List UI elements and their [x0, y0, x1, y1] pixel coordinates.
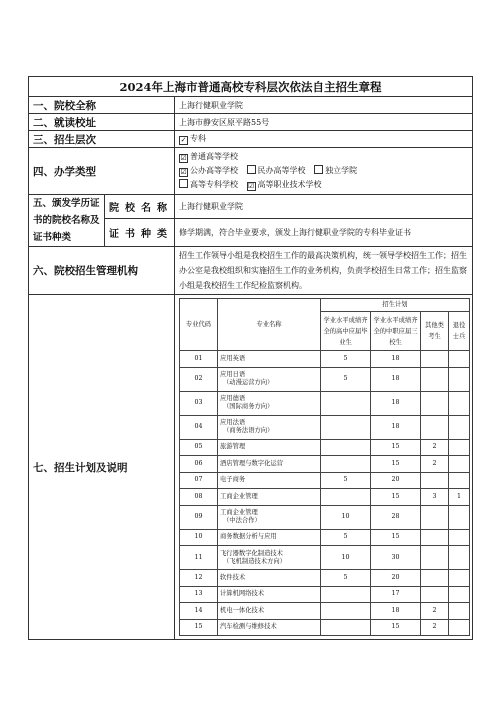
row-col4	[449, 619, 470, 636]
table-row	[180, 367, 470, 391]
checkbox-icon: ☑	[247, 182, 255, 190]
row-major	[218, 415, 321, 439]
row-col1	[321, 586, 371, 603]
row-col3	[421, 415, 449, 439]
row-code: 04	[180, 415, 218, 439]
row-col1: 5	[321, 472, 371, 489]
row-major-sub: （商务法语方向）	[223, 427, 274, 434]
row-col1: 10	[321, 505, 371, 529]
type-option: ☑ 普通高等学校	[180, 152, 238, 162]
checkbox-icon: ✓	[180, 136, 187, 144]
row-col1	[321, 415, 371, 439]
level-label: 三、招生层次	[29, 131, 175, 148]
row-col4	[449, 529, 470, 546]
row-major-sub: （中法合作）	[223, 517, 261, 524]
row-col2: 18	[371, 391, 421, 415]
row-major-sub: （国际商务方向）	[223, 403, 274, 410]
management-value: 招生工作领导小组是我校招生工作的最高决策机构，统一领导学校招生工作；招生办公室是我校组织和实施招生工作的业务机构，负责学校招生日常工作；招生监察小组是我校招生工作纪检监察机构。	[175, 247, 473, 295]
row-col1	[321, 391, 371, 415]
row-col2: 15	[371, 456, 421, 473]
row-major-name: 工商企业管理	[220, 509, 258, 516]
row-code: 02	[180, 367, 218, 391]
row-major-sub: （动漫运营方向）	[223, 379, 274, 386]
checkbox-icon	[247, 165, 256, 174]
checkbox-icon: ☑	[180, 168, 187, 176]
row-col4	[449, 603, 470, 620]
row-major	[218, 619, 321, 636]
plan-label: 七、招生计划及说明	[29, 295, 175, 640]
row-code: 07	[180, 472, 218, 489]
type-label: 四、办学类型	[29, 148, 175, 195]
table-row	[180, 472, 470, 489]
row-col2: 17	[371, 586, 421, 603]
plan-cell	[175, 295, 473, 640]
row-col4	[449, 505, 470, 529]
row-col3	[421, 570, 449, 587]
row-code: 09	[180, 505, 218, 529]
row-major-name: 飞行器数字化制造技术	[220, 549, 283, 557]
row-major	[218, 489, 321, 506]
table-row	[180, 439, 470, 456]
table-row	[180, 489, 470, 506]
row-col2: 30	[371, 546, 421, 570]
table-row	[180, 619, 470, 636]
table-row	[180, 586, 470, 603]
plan-body	[180, 351, 470, 636]
row-major-name: 商务数据分析与应用	[220, 533, 277, 541]
row-col3	[421, 367, 449, 391]
row-col3: 2	[421, 603, 449, 620]
row-col4	[449, 586, 470, 603]
row-code: 13	[180, 586, 218, 603]
row-col3: 2	[421, 456, 449, 473]
row-col4	[449, 415, 470, 439]
row-col1	[321, 619, 371, 636]
cert-type-value: 修学期满，符合毕业要求，颁发上海行健职业学院的专科毕业证书	[175, 219, 473, 247]
row-major-name: 应用德语	[220, 395, 246, 402]
row-code: 10	[180, 529, 218, 546]
header-code: 专业代码	[180, 299, 218, 351]
row-major-name: 应用法语	[220, 419, 246, 426]
address-label: 二、就读校址	[29, 114, 175, 131]
row-col1: 10	[321, 546, 371, 570]
row-major-name: 应用英语	[220, 354, 246, 362]
type-option: ☑ 公办高等学校	[180, 166, 238, 176]
row-col3	[421, 529, 449, 546]
row-col2: 15	[371, 489, 421, 506]
row-code: 14	[180, 603, 218, 620]
type-option: ☑ 高等职业技术学校	[247, 180, 322, 190]
document-title: 2024年上海市普通高校专科层次依法自主招生章程	[29, 77, 473, 97]
row-code: 11	[180, 546, 218, 570]
row-col2: 20	[371, 472, 421, 489]
checkbox-icon: ☑	[180, 154, 187, 162]
row-major	[218, 529, 321, 546]
row-major	[218, 439, 321, 456]
row-col2: 18	[371, 603, 421, 620]
row-col2: 18	[371, 367, 421, 391]
table-row	[180, 415, 470, 439]
row-col3	[421, 351, 449, 368]
row-code: 01	[180, 351, 218, 368]
header-col4: 退役士兵	[449, 312, 470, 351]
row-col4	[449, 456, 470, 473]
row-col4	[449, 570, 470, 587]
row-col1: 5	[321, 570, 371, 587]
row-major	[218, 472, 321, 489]
school-name-label: 一、院校全称	[29, 97, 175, 114]
row-col2: 28	[371, 505, 421, 529]
row-col4	[449, 439, 470, 456]
row-col4	[449, 546, 470, 570]
row-col3	[421, 391, 449, 415]
table-row	[180, 546, 470, 570]
type-option: 高等专科学校	[179, 180, 238, 189]
row-col3: 2	[421, 439, 449, 456]
table-row	[180, 456, 470, 473]
row-col1: 5	[321, 367, 371, 391]
charter-document	[28, 76, 472, 640]
row-code: 08	[180, 489, 218, 506]
row-major	[218, 351, 321, 368]
row-col2: 18	[371, 351, 421, 368]
row-col1: 5	[321, 351, 371, 368]
row-major-name: 软件技术	[220, 573, 246, 581]
row-major	[218, 586, 321, 603]
row-major	[218, 505, 321, 529]
cert-label: 五、颁发学历证书的院校名称及证书种类	[29, 195, 105, 247]
table-row	[180, 351, 470, 368]
row-major	[218, 456, 321, 473]
row-major	[218, 570, 321, 587]
row-col4	[449, 391, 470, 415]
row-col3: 2	[421, 619, 449, 636]
row-major-name: 工商企业管理	[220, 492, 258, 500]
row-code: 06	[180, 456, 218, 473]
row-col3	[421, 586, 449, 603]
row-col2: 15	[371, 619, 421, 636]
row-code: 15	[180, 619, 218, 636]
header-plan-group: 招生计划	[321, 299, 470, 312]
charter-table	[28, 76, 473, 640]
school-name-value: 上海行健职业学院	[175, 97, 473, 114]
level-value	[175, 131, 473, 148]
row-major-name: 电子商务	[220, 476, 246, 484]
row-col3	[421, 505, 449, 529]
row-major	[218, 546, 321, 570]
row-col1	[321, 489, 371, 506]
row-col1	[321, 439, 371, 456]
row-major-name: 计算机网络技术	[220, 590, 265, 598]
management-label: 六、院校招生管理机构	[29, 247, 175, 295]
row-col4	[449, 351, 470, 368]
row-col4	[449, 367, 470, 391]
row-col1: 5	[321, 529, 371, 546]
table-row	[180, 570, 470, 587]
row-major-name: 机电一体化技术	[220, 606, 265, 614]
header-col1: 学业水平成绩齐全的高中应届毕业生	[321, 312, 371, 351]
cert-name-label: 院校名称	[105, 195, 175, 219]
header-col3: 其他类考生	[421, 312, 449, 351]
table-row	[180, 529, 470, 546]
row-col4	[449, 472, 470, 489]
cert-type-label: 证书种类	[105, 219, 175, 247]
row-major-name: 旅游管理	[220, 443, 246, 451]
row-col2: 18	[371, 415, 421, 439]
row-col2: 20	[371, 570, 421, 587]
row-major-name: 酒店管理与数字化运营	[220, 459, 283, 467]
table-row	[180, 603, 470, 620]
row-col3	[421, 546, 449, 570]
row-code: 12	[180, 570, 218, 587]
header-col2: 学业水平成绩齐全的中职应届三校生	[371, 312, 421, 351]
header-name: 专业名称	[218, 299, 321, 351]
row-major-name: 汽车检测与维修技术	[220, 623, 277, 631]
row-major	[218, 603, 321, 620]
row-major-sub: （飞机制造技术方向）	[223, 557, 286, 565]
type-options	[175, 148, 473, 195]
table-row	[180, 391, 470, 415]
row-code: 03	[180, 391, 218, 415]
address-value: 上海市静安区原平路55号	[175, 114, 473, 131]
row-col1	[321, 603, 371, 620]
row-col2: 15	[371, 439, 421, 456]
enrollment-plan-table	[179, 298, 470, 636]
table-row	[180, 505, 470, 529]
row-col1	[321, 456, 371, 473]
row-code: 05	[180, 439, 218, 456]
row-major-name: 应用日语	[220, 371, 246, 378]
row-col2: 15	[371, 529, 421, 546]
row-major	[218, 367, 321, 391]
row-major	[218, 391, 321, 415]
row-col3	[421, 472, 449, 489]
row-col3: 3	[421, 489, 449, 506]
level-option: 专科	[190, 134, 206, 143]
cert-name-value: 上海行健职业学院	[175, 195, 473, 219]
row-col4: 1	[449, 489, 470, 506]
checkbox-icon	[314, 165, 323, 174]
type-option: 民办高等学校	[247, 166, 306, 175]
type-option: 独立学院	[314, 166, 357, 175]
checkbox-icon	[179, 179, 188, 188]
